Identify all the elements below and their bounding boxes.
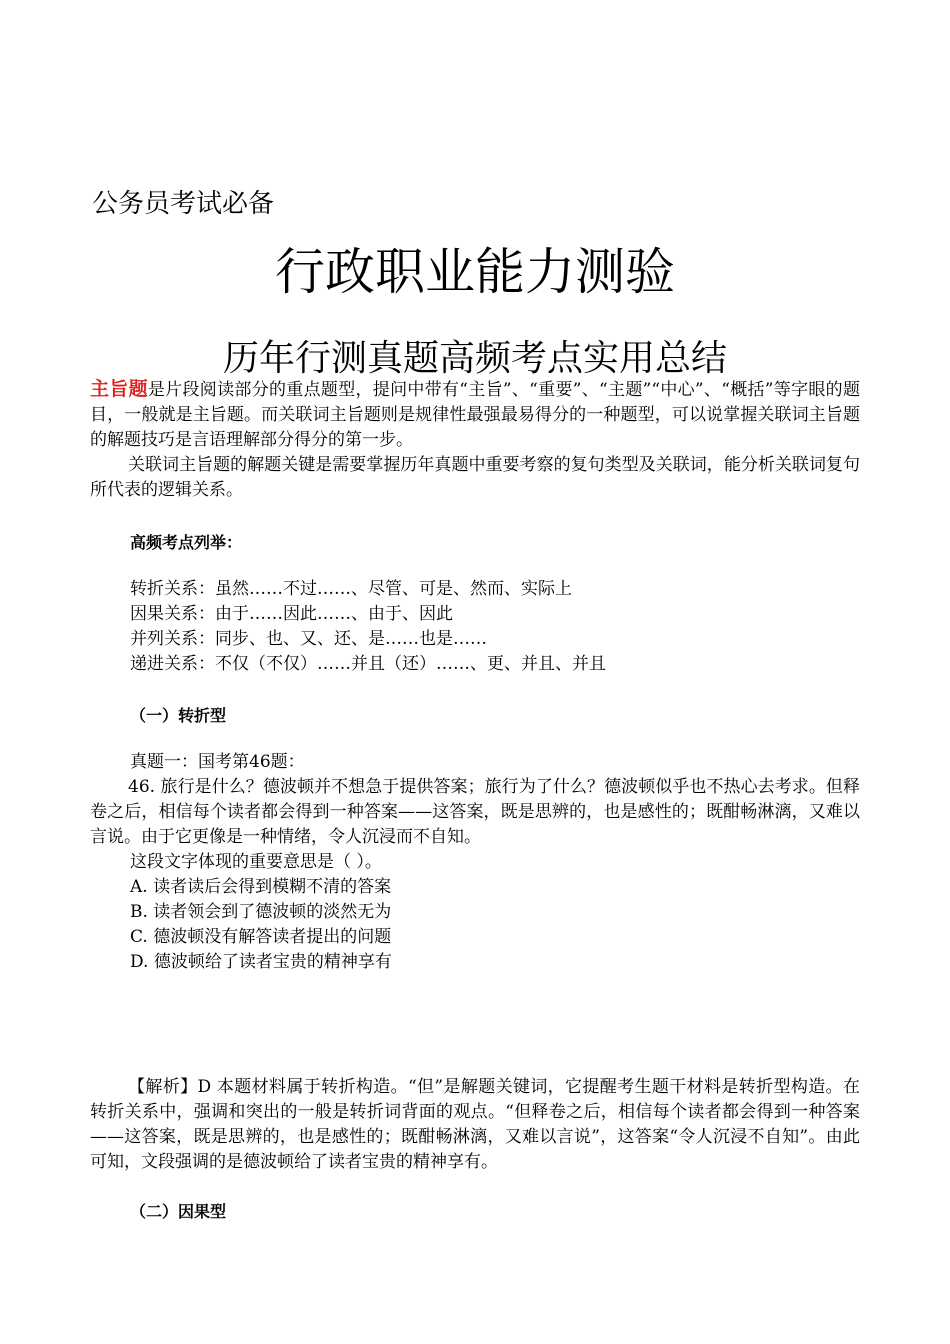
- keyword-highlight: 主旨题: [90, 378, 148, 400]
- question-source: 真题一：国考第46题：: [130, 752, 305, 772]
- subtitle: 历年行测真题高频考点实用总结: [222, 338, 727, 379]
- intro-text: 是片段阅读部分的重点题型，提问中带有“主旨”、“重要”、“主题”“中心”、“概括”等字眼的题目，一般就是主旨题。而关联词主旨题则是规律性最强最易得分的一种题型，可以说掌握关联词主旨题的解题技巧是言语理解部分得分的第一步。: [90, 380, 860, 450]
- list-item: 转折关系：虽然……不过……、尽管、可是、然而、实际上: [130, 579, 572, 599]
- section-heading: （一）转折型: [130, 706, 227, 725]
- question-text: 46. 旅行是什么？德波顿并不想急于提供答案；旅行为了什么？德波顿似乎也不热心去考求。但释卷之后，相信每个读者都会得到一种答案——这答案，既是思辨的，也是感性的；既酣畅淋漓，又难以言说。由于它更像是一种情绪，令人沉浸而不自知。: [90, 777, 860, 847]
- section-heading-2: （二）因果型: [130, 1202, 227, 1221]
- question-prompt: 这段文字体现的重要意思是（ ）。: [130, 852, 382, 872]
- option-d: D. 德波顿给了读者宝贵的精神享有: [130, 952, 392, 972]
- list-heading: 高频考点列举：: [130, 533, 243, 552]
- intro-paragraph: [90, 377, 860, 453]
- list-item: 递进关系：不仅（不仅）……并且（还）……、更、并且、并且: [130, 654, 606, 674]
- option-b: B. 读者领会到了德波顿的淡然无为: [130, 902, 392, 922]
- supertitle: 公务员考试必备: [92, 189, 275, 219]
- analysis-paragraph: 【解析】D 本题材料属于转折构造。“但”是解题关键词，它提醒考生题干材料是转折型构造。在转折关系中，强调和突出的一般是转折词背面的观点。“但释卷之后，相信每个读者都会得到一种答案——这答案，既是思辨的，也是感性的；既酣畅淋漓，又难以言说”，这答案“令人沉浸不自知”。由此可知，文段强调的是德波顿给了读者宝贵的精神享有。: [90, 1077, 860, 1172]
- option-a: A. 读者读后会得到模糊不清的答案: [130, 877, 392, 897]
- intro-paragraph-2: 关联词主旨题的解题关键是需要掌握历年真题中重要考察的复句类型及关联词，能分析关联词复句所代表的逻辑关系。: [90, 455, 860, 500]
- list-item: 因果关系：由于……因此……、由于、因此: [130, 604, 453, 624]
- list-item: 并列关系：同步、也、又、还、是……也是……: [130, 629, 487, 649]
- option-c: C. 德波顿没有解答读者提出的问题: [130, 927, 392, 947]
- main-title: 行政职业能力测验: [275, 243, 675, 301]
